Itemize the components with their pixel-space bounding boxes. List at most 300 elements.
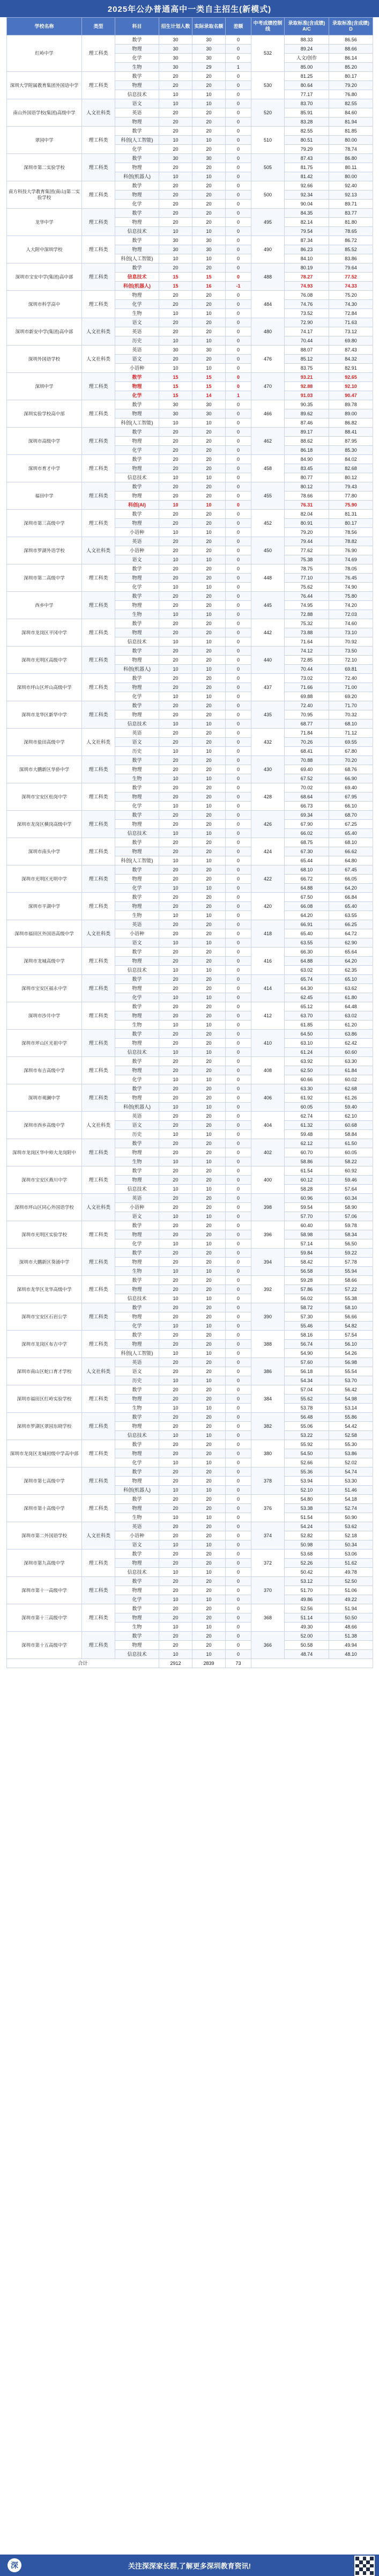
table-cell: 80.17: [329, 72, 373, 81]
table-cell: 0: [226, 300, 251, 309]
table-cell: 88.33: [285, 35, 329, 45]
table-cell: 430: [251, 756, 285, 783]
table-cell: 0: [226, 692, 251, 701]
table-cell: 90.47: [329, 391, 373, 400]
table-cell: 74.17: [285, 327, 329, 336]
table-cell: 59.54: [285, 1203, 329, 1212]
table-cell: 87.46: [285, 419, 329, 428]
table-cell: 0: [226, 1550, 251, 1559]
table-row: [7, 1249, 373, 1258]
table-cell: 57.64: [329, 1185, 373, 1194]
table-cell: 深圳市龙岗区横岗高级中学: [7, 811, 82, 838]
table-cell: 20: [192, 1495, 226, 1504]
table-cell: 10: [192, 1322, 226, 1331]
table-cell: 物理: [115, 1586, 159, 1595]
table-cell: 0: [226, 1239, 251, 1249]
table-cell: 88.07: [285, 346, 329, 355]
table-cell: 402: [251, 1139, 285, 1166]
table-row: [7, 674, 373, 683]
table-cell: 20: [159, 647, 192, 656]
table-cell: 物理: [115, 163, 159, 172]
table-cell: 15: [192, 373, 226, 382]
table-cell: 63.55: [329, 911, 373, 920]
table-cell: 理工科类: [82, 1577, 115, 1604]
table-cell: 66.90: [329, 774, 373, 783]
table-cell: 20: [192, 1550, 226, 1559]
table-cell: 65.74: [285, 975, 329, 984]
table-cell: 10: [192, 1513, 226, 1522]
table-cell: 67.25: [329, 820, 373, 829]
table-cell: 83.75: [285, 364, 329, 373]
table-cell: 化学: [115, 1595, 159, 1604]
table-cell: 55.86: [329, 1413, 373, 1422]
table-cell: 78.65: [329, 227, 373, 236]
table-cell: 生物: [115, 1157, 159, 1166]
table-cell: 人文社科类: [82, 346, 115, 373]
table-cell: 数学: [115, 1577, 159, 1586]
table-cell: 505: [251, 154, 285, 181]
table-cell: 20: [159, 163, 192, 172]
table-cell: 20: [192, 601, 226, 610]
table-cell: 物理: [115, 382, 159, 391]
table-cell: 14: [192, 391, 226, 400]
table-cell: 20: [159, 181, 192, 190]
table-cell: 0: [226, 108, 251, 118]
table-cell: 信息技术: [115, 966, 159, 975]
table-cell: 64.48: [329, 1002, 373, 1011]
table-row: [7, 99, 373, 108]
table-cell: 69.81: [329, 665, 373, 674]
table-cell: 93.21: [285, 373, 329, 382]
table-cell: 10: [159, 1103, 192, 1112]
table-cell: 信息技术: [115, 273, 159, 282]
table-cell: 20: [159, 601, 192, 610]
table-cell: 78.05: [329, 564, 373, 574]
table-row: [7, 1604, 373, 1613]
table-cell: 英语: [115, 920, 159, 929]
table-cell: 10: [159, 938, 192, 948]
table-cell: 20: [159, 847, 192, 856]
table-cell: 0: [226, 938, 251, 948]
table-row: [7, 154, 373, 163]
table-cell: 深圳市龙城高级中学: [7, 948, 82, 975]
table-cell: 0: [226, 482, 251, 491]
table-cell: 物理: [115, 409, 159, 419]
table-cell: 10: [192, 1157, 226, 1166]
table-cell: 79.20: [285, 528, 329, 537]
table-cell: -1: [226, 282, 251, 291]
table-cell: 84.02: [329, 455, 373, 464]
table-cell: 理工科类: [82, 893, 115, 920]
table-cell: 数学: [115, 756, 159, 765]
table-cell: 0: [226, 172, 251, 181]
table-cell: 0: [226, 1249, 251, 1258]
table-cell: 理工科类: [82, 1276, 115, 1303]
table-cell: 432: [251, 729, 285, 756]
table-cell: 30: [192, 54, 226, 63]
column-header: 差额: [226, 18, 251, 35]
table-cell: 70.44: [285, 665, 329, 674]
table-cell: 83.45: [285, 464, 329, 473]
table-cell: 20: [159, 1340, 192, 1349]
table-cell: 54.82: [329, 1322, 373, 1331]
table-cell: 物理: [115, 628, 159, 637]
table-cell: 89.62: [285, 409, 329, 419]
table-cell: 380: [251, 1440, 285, 1467]
table-cell: 深圳市龙岗区华中师大龙岗附中: [7, 1139, 82, 1166]
table-cell: 0: [226, 1322, 251, 1331]
table-cell: 73.10: [329, 628, 373, 637]
table-cell: 76.44: [285, 592, 329, 601]
table-cell: 80.64: [285, 81, 329, 90]
table-cell: 80.11: [329, 163, 373, 172]
table-cell: 0: [226, 1495, 251, 1504]
table-cell: 0: [226, 446, 251, 455]
table-cell: 0: [226, 884, 251, 893]
table-cell: 0: [226, 1586, 251, 1595]
table-cell: 49.78: [329, 1568, 373, 1577]
table-cell: 64.88: [285, 884, 329, 893]
table-cell: 理工科类: [82, 1084, 115, 1112]
table-cell: 59.40: [329, 1103, 373, 1112]
table-cell: 深圳市第十三高级中学: [7, 1604, 82, 1632]
table-cell: 0: [226, 163, 251, 172]
table-cell: 20: [159, 783, 192, 792]
table-cell: 语文: [115, 938, 159, 948]
table-cell: 20: [159, 1148, 192, 1157]
table-cell: 61.54: [285, 1166, 329, 1176]
table-cell: 63.86: [329, 1030, 373, 1039]
table-cell: 理工科类: [82, 1440, 115, 1467]
table-cell: 65.40: [285, 929, 329, 938]
table-cell: 20: [192, 1303, 226, 1312]
table-cell: 0: [226, 1376, 251, 1385]
table-cell: 20: [159, 482, 192, 491]
table-cell: 51.46: [329, 1486, 373, 1495]
table-cell: 深圳市平湖中学: [7, 893, 82, 920]
table-cell: 86.72: [329, 236, 373, 245]
table-cell: 52.58: [329, 1431, 373, 1440]
table-row: [7, 1276, 373, 1285]
table-cell: 20: [192, 190, 226, 200]
table-cell: 54.18: [329, 1495, 373, 1504]
table-row: [7, 1194, 373, 1203]
table-cell: 73.52: [285, 309, 329, 318]
table-row: [7, 1112, 373, 1121]
table-cell: 合计: [7, 1659, 159, 1668]
table-cell: 74.33: [329, 282, 373, 291]
table-cell: 20: [192, 1039, 226, 1048]
table-cell: 84.35: [285, 209, 329, 218]
table-cell: 80.00: [329, 172, 373, 181]
table-cell: 60.40: [285, 1221, 329, 1230]
table-cell: 20: [159, 1002, 192, 1011]
table-cell: 20: [192, 1531, 226, 1540]
table-cell: 65.40: [329, 902, 373, 911]
table-cell: 50.42: [285, 1568, 329, 1577]
table-cell: 人文/创作: [285, 54, 329, 63]
table-cell: 英语: [115, 1112, 159, 1121]
table-cell: 20: [192, 957, 226, 966]
table-cell: 70.02: [285, 783, 329, 792]
table-cell: 0: [226, 993, 251, 1002]
table-cell: 10: [159, 637, 192, 647]
table-cell: 20: [192, 428, 226, 437]
table-cell: 60.66: [285, 1075, 329, 1084]
table-cell: 0: [226, 1157, 251, 1166]
table-cell: 0: [226, 1440, 251, 1449]
table-cell: 30: [192, 245, 226, 254]
table-cell: 20: [192, 1632, 226, 1641]
table-cell: 20: [192, 948, 226, 957]
table-cell: 15: [192, 273, 226, 282]
table-row: [7, 1166, 373, 1176]
table-cell: 0: [226, 1613, 251, 1623]
table-cell: 63.55: [285, 938, 329, 948]
table-cell: 78.27: [285, 273, 329, 282]
table-cell: 53.38: [285, 1504, 329, 1513]
table-cell: 74.60: [329, 619, 373, 628]
table-cell: 10: [192, 1376, 226, 1385]
table-cell: 数学: [115, 1303, 159, 1312]
table-cell: 0: [226, 1203, 251, 1212]
table-cell: 66.25: [329, 920, 373, 929]
table-cell: 20: [192, 683, 226, 692]
table-cell: 89.24: [285, 45, 329, 54]
table-cell: 深圳市盐田高级中学: [7, 729, 82, 756]
table-cell: 20: [192, 181, 226, 190]
table-cell: 53.78: [285, 1404, 329, 1413]
table-cell: 南山外国语学校(集团)高级中学: [7, 99, 82, 127]
table-cell: 理工科类: [82, 482, 115, 510]
table-cell: 物理: [115, 765, 159, 774]
table-cell: 0: [226, 218, 251, 227]
table-cell: 48.66: [329, 1623, 373, 1632]
table-cell: 30: [192, 154, 226, 163]
table-cell: 0: [226, 1148, 251, 1157]
table-cell: 0: [226, 537, 251, 546]
total-row: [7, 1659, 373, 1668]
table-cell: 490: [251, 236, 285, 263]
table-cell: 理工科类: [82, 756, 115, 783]
table-cell: 理工科类: [82, 592, 115, 619]
table-cell: 0: [226, 419, 251, 428]
table-cell: 60.68: [329, 1121, 373, 1130]
table-cell: 60.70: [285, 1148, 329, 1157]
table-cell: 20: [192, 1586, 226, 1595]
table-cell: 20: [192, 1285, 226, 1294]
table-cell: 深圳市大鹏新区华侨中学: [7, 756, 82, 783]
table-cell: 58.22: [329, 1157, 373, 1166]
table-cell: 20: [159, 1367, 192, 1376]
table-cell: 82.91: [329, 364, 373, 373]
table-cell: 86.23: [285, 245, 329, 254]
table-cell: 20: [192, 1166, 226, 1176]
table-cell: 人文社科类: [82, 1194, 115, 1221]
table-cell: 小语种: [115, 546, 159, 555]
table-cell: 59.46: [329, 1176, 373, 1185]
table-cell: 58.66: [329, 1276, 373, 1285]
table-cell: 57.22: [329, 1285, 373, 1294]
table-cell: 20: [192, 875, 226, 884]
table-cell: 10: [159, 829, 192, 838]
table-cell: 20: [159, 975, 192, 984]
table-cell: 0: [226, 647, 251, 656]
table-cell: 语文: [115, 555, 159, 564]
table-cell: 0: [226, 1522, 251, 1531]
table-cell: 数学: [115, 1221, 159, 1230]
table-cell: 20: [192, 1440, 226, 1449]
table-cell: 74.90: [329, 583, 373, 592]
table-cell: 深圳市宝安区福永中学: [7, 975, 82, 1002]
table-cell: 数学: [115, 975, 159, 984]
table-cell: 64.20: [285, 911, 329, 920]
table-cell: 82.14: [285, 218, 329, 227]
table-cell: 物理: [115, 218, 159, 227]
table-row: [7, 35, 373, 45]
table-cell: 440: [251, 647, 285, 674]
table-cell: 生物: [115, 1404, 159, 1413]
table-row: [7, 647, 373, 656]
table-cell: 20: [159, 619, 192, 628]
table-cell: 深圳市第三高级中学: [7, 510, 82, 537]
table-cell: 10: [192, 692, 226, 701]
table-row: [7, 510, 373, 519]
table-cell: 物理: [115, 1258, 159, 1267]
table-cell: 56.74: [285, 1340, 329, 1349]
table-cell: 深圳市第九高级中学: [7, 1550, 82, 1577]
table-cell: 52.10: [285, 1486, 329, 1495]
table-cell: 20: [159, 464, 192, 473]
table-cell: 62.35: [329, 966, 373, 975]
table-cell: 0: [226, 1303, 251, 1312]
table-cell: 54.26: [329, 1349, 373, 1358]
column-header: 中考成绩控制线: [251, 18, 285, 35]
table-cell: 0: [226, 181, 251, 190]
table-cell: 深圳外国语学校: [7, 346, 82, 373]
table-cell: 化学: [115, 1458, 159, 1467]
table-cell: 20: [192, 455, 226, 464]
table-cell: 0: [226, 984, 251, 993]
table-cell: 61.26: [329, 1093, 373, 1103]
table-cell: 82.04: [285, 510, 329, 519]
table-row: [7, 564, 373, 574]
table-cell: 20: [192, 738, 226, 747]
table-cell: 70.44: [285, 336, 329, 346]
table-cell: 0: [226, 829, 251, 838]
table-cell: 20: [159, 1230, 192, 1239]
table-cell: 530: [251, 72, 285, 99]
table-cell: 455: [251, 482, 285, 510]
table-cell: 56.18: [285, 1367, 329, 1376]
table-cell: 20: [192, 355, 226, 364]
table-cell: 小语种: [115, 929, 159, 938]
table-cell: 0: [226, 865, 251, 875]
table-cell: 数学: [115, 1139, 159, 1148]
table-cell: 67.95: [329, 792, 373, 802]
table-cell: 61.92: [285, 1093, 329, 1103]
table-cell: 0: [226, 1258, 251, 1267]
table-cell: 10: [159, 528, 192, 537]
footer-text: 关注深深家长群,了解更多深圳教育资讯!: [128, 2562, 251, 2570]
table-cell: 54.50: [285, 1449, 329, 1458]
table-cell: 0: [226, 1358, 251, 1367]
table-row: [7, 209, 373, 218]
table-cell: 64.20: [329, 884, 373, 893]
table-cell: 深圳市南山区蛇口育才学校: [7, 1358, 82, 1385]
table-cell: 20: [159, 875, 192, 884]
table-cell: 87.95: [329, 437, 373, 446]
table-cell: 数学: [115, 1413, 159, 1422]
table-cell: 72.03: [329, 610, 373, 619]
table-cell: 理工科类: [82, 811, 115, 838]
table-cell: 10: [159, 364, 192, 373]
table-cell: 10: [159, 1075, 192, 1084]
table-cell: 10: [192, 1486, 226, 1495]
table-cell: 72.88: [285, 610, 329, 619]
table-cell: 数学: [115, 783, 159, 792]
table-cell: 20: [159, 108, 192, 118]
table-cell: 69.34: [285, 811, 329, 820]
table-cell: 72.90: [285, 318, 329, 327]
table-cell: 86.18: [285, 446, 329, 455]
table-cell: 0: [226, 409, 251, 419]
table-cell: 382: [251, 1413, 285, 1440]
table-cell: 72.85: [285, 656, 329, 665]
table-cell: 71.63: [329, 318, 373, 327]
table-cell: 10: [192, 774, 226, 783]
table-cell: 20: [159, 1011, 192, 1021]
table-cell: 10: [159, 336, 192, 346]
table-cell: 48.10: [329, 1650, 373, 1659]
table-cell: 0: [226, 1340, 251, 1349]
table-cell: 物理: [115, 1230, 159, 1239]
table-cell: 56.02: [285, 1294, 329, 1303]
table-cell: 10: [159, 1267, 192, 1276]
table-cell: 10: [192, 802, 226, 811]
table-cell: 0: [226, 1212, 251, 1221]
table-cell: 20: [192, 592, 226, 601]
table-cell: 20: [159, 893, 192, 902]
table-cell: 64.72: [329, 929, 373, 938]
table-cell: 物理: [115, 190, 159, 200]
table-cell: 深圳市高级中学: [7, 428, 82, 455]
table-cell: 20: [192, 1121, 226, 1130]
table-cell: 10: [159, 856, 192, 865]
table-cell: 0: [226, 1221, 251, 1230]
table-cell: 深圳市坪山区光祖中学: [7, 1030, 82, 1057]
table-row: [7, 729, 373, 738]
table-header-row: [7, 18, 373, 35]
table-cell: 64.30: [285, 984, 329, 993]
table-cell: 394: [251, 1249, 285, 1276]
table-cell: 51.62: [329, 1559, 373, 1568]
table-cell: 物理: [115, 118, 159, 127]
table-cell: 10: [192, 747, 226, 756]
table-cell: 20: [159, 838, 192, 847]
table-cell: 68.41: [285, 747, 329, 756]
table-cell: 物理: [115, 1066, 159, 1075]
table-cell: 0: [226, 747, 251, 756]
table-cell: 70.20: [329, 756, 373, 765]
table-cell: 92.10: [329, 382, 373, 391]
table-cell: 66.05: [329, 875, 373, 884]
table-cell: 10: [159, 884, 192, 893]
table-cell: 30: [159, 45, 192, 54]
table-cell: 英语: [115, 1358, 159, 1367]
table-cell: 深圳市龙岗区平冈中学: [7, 619, 82, 647]
table-cell: 61.50: [329, 1139, 373, 1148]
